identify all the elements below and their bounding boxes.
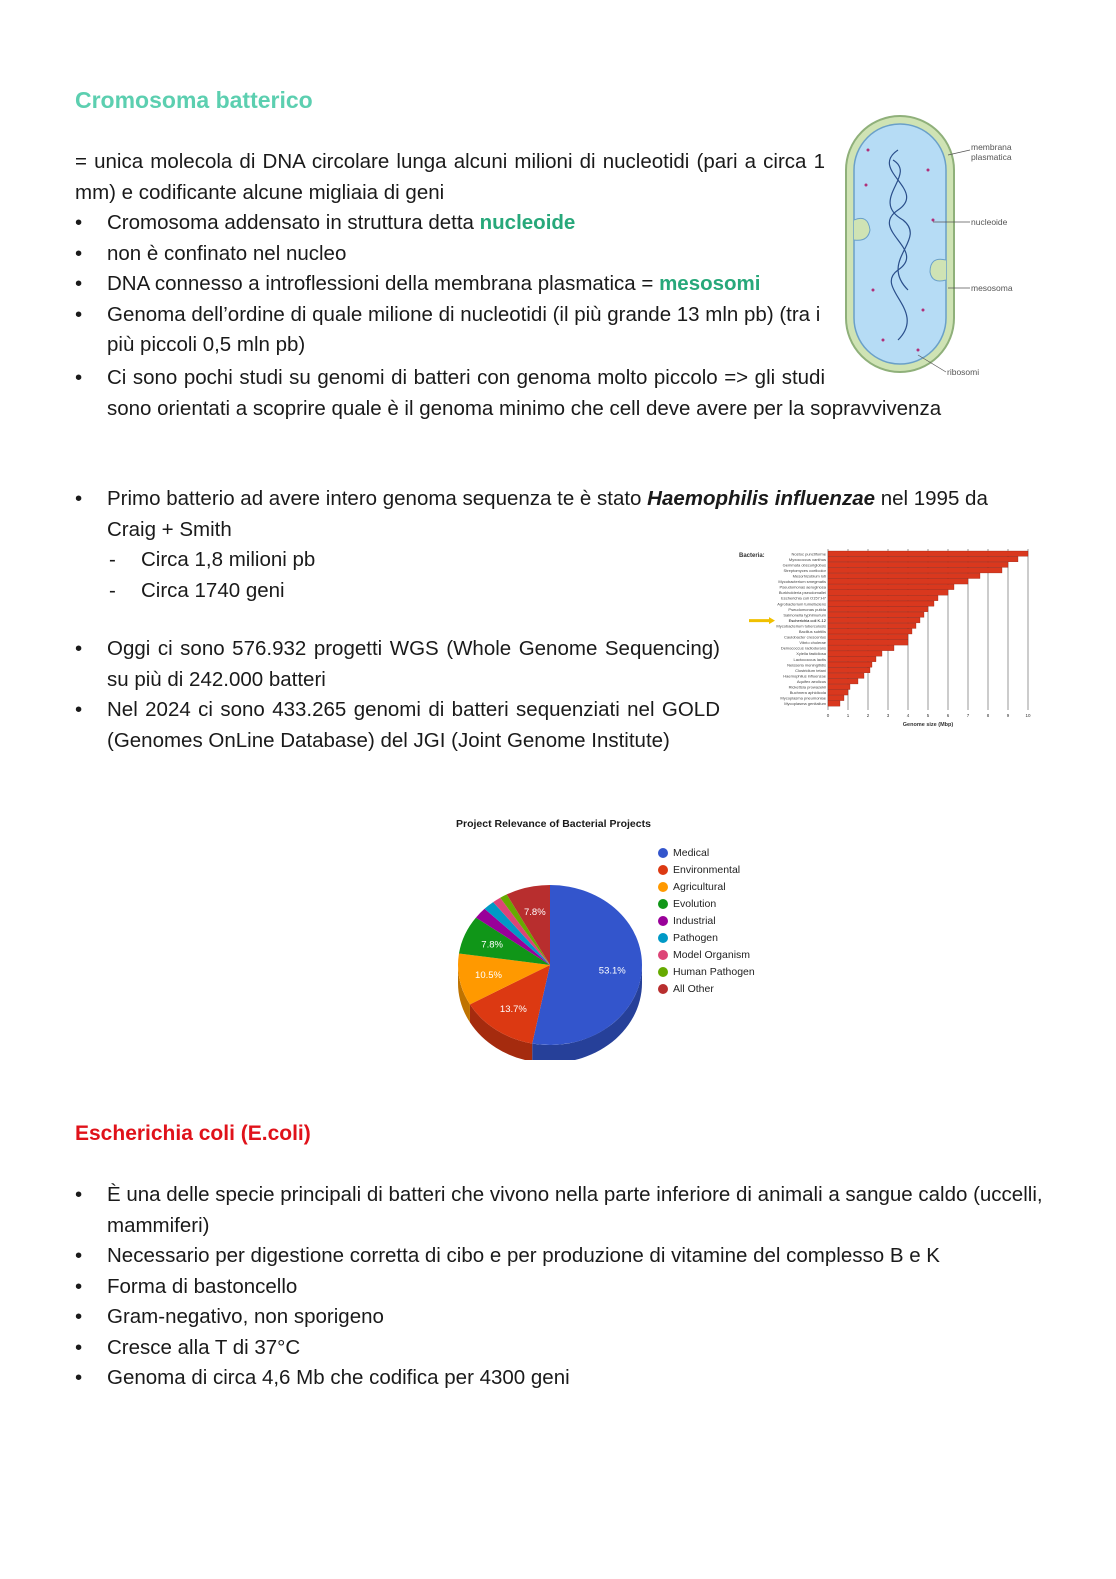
highlight-nucleoide: nucleoide [479,211,576,234]
legend-swatch [658,882,668,892]
bar [828,673,864,678]
text: DNA connesso a introflessioni della membrana plasmatica = [107,272,660,295]
legend-swatch [658,950,668,960]
bar-label: Deinococcus radiodurans [780,645,826,651]
legend-item [658,912,755,929]
x-tick-label: 8 [986,713,990,718]
bar [828,668,870,673]
legend-swatch [658,848,668,858]
x-tick-label: 10 [1025,713,1031,718]
bar-label: Streptomyces coelicolor [783,567,826,573]
label-plasmatica: plasmatica [971,152,1012,162]
bacterial-cell-diagram [838,110,1028,385]
bar-label: Gemmata obscuriglobus [782,562,826,568]
sub-item: - Circa 1740 geni [75,576,1035,607]
list-item [75,269,825,300]
bar [828,551,1028,556]
bullet-list-1 [75,208,825,361]
legend-label: Industrial [673,914,716,927]
bar-label: Aquifex aeolicus [796,678,826,684]
list-item: • Genoma di circa 4,6 Mb che codifica per 4300 geni [75,1363,1045,1394]
legend-item [658,844,755,861]
bar [828,690,848,695]
text: Primo batterio ad avere intero genoma sequenza te è stato [107,487,648,510]
bar [828,651,882,656]
bar-label: Vibrio cholerae [799,640,826,646]
bar-label: Salmonella typhimurium [783,612,826,618]
bar [828,595,938,600]
bar-label: Caulobacter crescentus [783,634,826,640]
bar-label: Bacillus subtilis [798,629,826,634]
arrow-icon [749,617,775,624]
bar-label: Agrobacterium tumefaciens [777,601,826,607]
bar [828,557,1018,562]
legend-item [658,929,755,946]
legend-item [658,963,755,980]
bar-label: Mycoplasma genitalium [784,701,826,707]
x-tick-label: 9 [1006,713,1010,718]
x-tick-label: 7 [966,713,970,718]
bullet-list-ecoli [75,1180,1045,1394]
section-title-cromosoma: Cromosoma batterico [75,87,313,113]
legend-item [658,861,755,878]
legend-item [658,980,755,997]
x-axis-label: Genome size (Mbp) [902,722,954,728]
x-tick-label: 5 [926,713,930,718]
list-item: • È una delle specie principali di batteri che vivono nella parte inferiore di animali a sangue caldo (uccelli, mammiferi) [75,1180,1045,1241]
list-item: • Oggi ci sono 576.932 progetti WGS (Whole Genome Sequencing) su più di 242.000 batteri [75,634,720,695]
list-item: • Nel 2024 ci sono 433.265 genomi di batteri sequenziati nel GOLD (Genomes OnLine Database) del JGI (Joint Genome Institute) [75,695,720,756]
bar [828,645,894,650]
legend-swatch [658,967,668,977]
text: Cromosoma addensato in struttura detta [107,211,480,234]
highlight-mesosomi: mesosomi [659,272,761,295]
label-ribosomi: ribosomi [947,367,980,377]
bar [828,601,934,606]
list-item [75,239,825,270]
label-mesosoma: mesosoma [971,283,1013,293]
legend-label: Environmental [673,863,741,876]
bar [828,701,840,706]
bar-label: Escherichia coli O157:H7 [781,595,826,601]
bar-label: Pseudomonas putida [788,606,826,612]
legend-item [658,946,755,963]
bar [828,612,924,617]
pie-slice-label: 10.5% [475,970,502,982]
legend-swatch [658,933,668,943]
bar-label: Neisseria meningitidis [787,662,826,668]
x-tick-label: 6 [946,713,950,718]
list-item [75,208,825,239]
bar [828,656,876,661]
legend-label: Model Organism [673,948,751,961]
bar [828,579,968,584]
bar [828,590,948,595]
pie-chart-title: Project Relevance of Bacterial Projects [456,818,651,830]
legend-item [658,895,755,912]
bar-label: Myxococcus xanthus [788,556,826,562]
legend-item [658,878,755,895]
intro-paragraph: = unica molecola di DNA circolare lunga alcuni milioni di nucleotidi (pari a circa 1 mm) e codificante alcune migliaia di geni [75,150,825,204]
pie-slice-label: 53.1% [598,965,626,977]
legend-swatch [658,916,668,926]
project-relevance-pie-chart [450,880,650,1060]
bar-label: Clostridium tetani [795,667,826,673]
bar-label: Rickettsia prowazekii [788,684,826,690]
bar [828,640,908,645]
bar-label: Lactococcus lactis [793,656,826,662]
bar-label: Xylella fastidiosa [796,651,826,657]
bar [828,634,908,639]
bar [828,684,850,689]
bar [828,629,912,634]
bar [828,584,954,589]
bar-label: Nostoc punctiforme [791,551,826,557]
bar-label: Mycoplasma pneumoniae [780,695,826,701]
bar-label: Pseudomonas aeruginosa [779,584,826,590]
label-nucleoide: nucleoide [971,217,1008,227]
bullet-list-3 [75,634,720,756]
bar [828,618,920,623]
bar [828,562,1008,567]
bar [828,607,928,612]
bar-label: Mycobacterium smegmatis [778,579,826,585]
bar [828,573,980,578]
bar-chart-title: Bacteria: [739,553,765,559]
x-tick-label: 2 [866,713,870,718]
bar-label: Haemophilus influenzae [783,673,826,679]
list-item [75,300,825,361]
legend-label: All Other [673,982,714,995]
genome-size-bar-chart [735,545,1035,730]
bar-label: Escherichia coli K-12 [788,617,826,623]
list-item: • Necessario per digestione corretta di cibo e per produzione di vitamine del complesso B e K [75,1241,1045,1272]
bar [828,623,916,628]
list-item: • Cresce alla T di 37°C [75,1333,1045,1364]
species-name: Haemophilis influenzae [647,487,875,510]
text: non è confinato nel nucleo [107,241,347,265]
bar [828,695,844,700]
text: Genoma dell’ordine di quale milione di nucleotidi (il più grande 13 mln pb) (tra i più piccoli 0,5 mln pb) [107,302,821,356]
text: nel 1995 da Craig + Smith [107,487,988,541]
legend-label: Pathogen [673,931,718,944]
bar-label: Burkholderia pseudomallei [778,590,826,596]
label-membrana: membrana [971,142,1012,152]
pie-slice-label: 7.8% [481,939,503,951]
list-item [75,484,1035,545]
bar [828,568,1002,573]
legend-label: Agricultural [673,880,726,893]
pie-slice-label: 13.7% [499,1004,527,1016]
bar [828,662,872,667]
legend-swatch [658,865,668,875]
legend-swatch [658,899,668,909]
bar-label: Mesorhizobium loti [792,573,826,579]
legend-label: Medical [673,846,710,859]
list-item: • Gram-negativo, non sporigeno [75,1302,1045,1333]
bar [828,679,858,684]
section-title-ecoli: Escherichia coli (E.coli) [75,1122,311,1145]
pie-legend [658,844,755,997]
list-item: • Forma di bastoncello [75,1272,1045,1303]
x-tick-label: 0 [826,713,830,718]
x-tick-label: 4 [906,713,910,718]
legend-label: Human Pathogen [673,965,755,978]
bar-label: Buchnera aphidicola [789,690,826,696]
pie-slice-label: 7.8% [523,907,546,919]
legend-label: Evolution [673,897,717,910]
text: Ci sono pochi studi su genomi di batteri con genoma molto piccolo => gli studi sono orientati a scoprire quale è il genoma minimo che cell deve avere per la sopravvivenza [107,366,942,420]
x-tick-label: 1 [846,713,850,718]
bar-label: Mycobacterium tuberculosis [776,623,826,629]
x-tick-label: 3 [886,713,890,718]
sub-item: - Circa 1,8 milioni pb [75,545,1035,576]
legend-swatch [658,984,668,994]
